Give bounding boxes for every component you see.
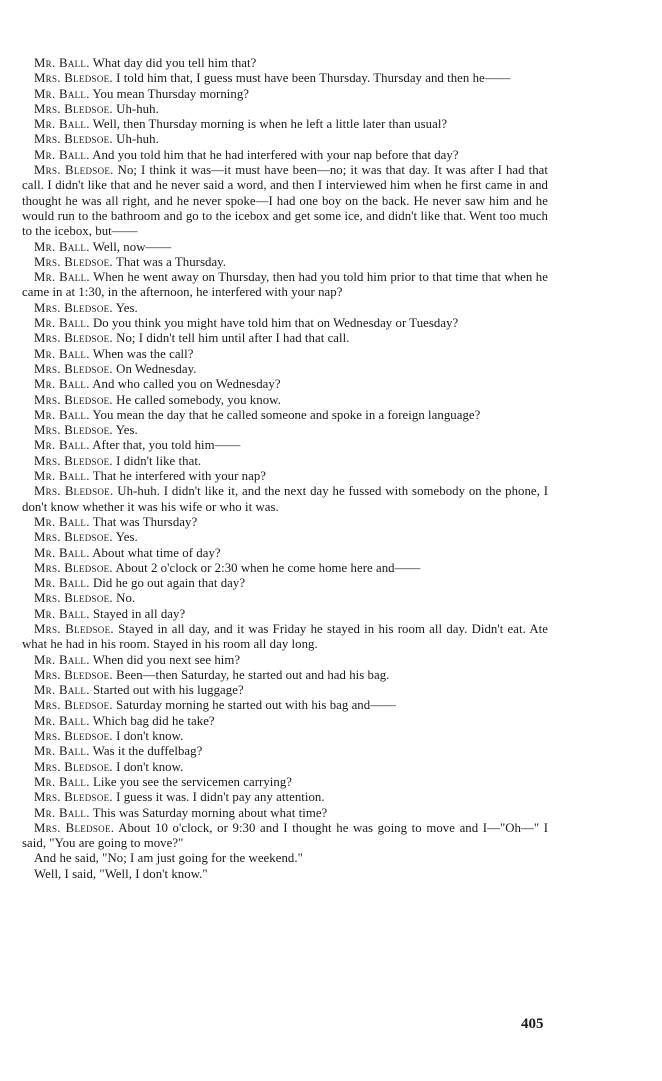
- speaker-name: Mr. Ball.: [34, 239, 90, 254]
- transcript-paragraph: [22, 775, 548, 790]
- transcript-paragraph: [22, 729, 548, 744]
- transcript-body: [22, 56, 548, 882]
- transcript-paragraph: [22, 790, 548, 805]
- speaker-name: Mr. Ball.: [34, 683, 90, 698]
- transcript-paragraph: [22, 377, 548, 392]
- speaker-name: Mrs. Bledsoe.: [34, 759, 113, 774]
- speaker-name: Mrs. Bledsoe.: [34, 101, 113, 116]
- speech-text: What day did you tell him that?: [92, 56, 257, 70]
- speech-text: Do you think you might have told him that on Wednesday or Tuesday?: [92, 316, 459, 331]
- speaker-name: Mrs. Bledsoe.: [34, 423, 113, 438]
- transcript-paragraph: [22, 423, 548, 438]
- speaker-name: Mr. Ball.: [34, 438, 90, 453]
- transcript-paragraph: [22, 683, 548, 698]
- transcript-paragraph: [22, 132, 548, 147]
- speech-text: That he interfered with your nap?: [92, 469, 267, 484]
- transcript-paragraph: [22, 561, 548, 576]
- speaker-name: Mrs. Bledsoe.: [34, 163, 114, 178]
- speech-text: Which bag did he take?: [92, 713, 215, 728]
- speaker-name: Mr. Ball.: [34, 576, 90, 591]
- speech-text: About 10 o'clock, or 9:30 and I thought he was going to move and I—"Oh—" I said, "You are going to move?": [22, 820, 549, 851]
- speaker-name: Mrs. Bledsoe.: [34, 591, 113, 606]
- speech-text: No.: [116, 591, 136, 606]
- transcript-paragraph: [22, 71, 548, 86]
- speaker-name: Mrs. Bledsoe.: [34, 560, 113, 575]
- speaker-name: Mrs. Bledsoe.: [34, 729, 113, 744]
- speech-text: When was the call?: [92, 346, 194, 361]
- speaker-name: Mrs. Bledsoe.: [34, 484, 114, 499]
- speech-text: About what time of day?: [92, 545, 221, 560]
- speaker-name: Mrs. Bledsoe.: [34, 331, 113, 346]
- speech-text: Did he go out again that day?: [92, 576, 246, 591]
- speaker-name: Mr. Ball.: [34, 469, 90, 484]
- speech-text: Uh-huh.: [116, 101, 159, 116]
- speaker-name: Mrs. Bledsoe.: [34, 530, 113, 545]
- speaker-name: Mrs. Bledsoe.: [34, 361, 113, 376]
- speaker-name: Mrs. Bledsoe.: [34, 698, 113, 713]
- speech-text: You mean the day that he called someone and spoke in a foreign language?: [92, 407, 481, 422]
- speaker-name: Mrs. Bledsoe.: [34, 392, 113, 407]
- speaker-name: Mr. Ball.: [34, 86, 90, 101]
- speech-text: When he went away on Thursday, then had you told him prior to that time that when he came in at 1:30, in the afternoon, he interfered with your nap?: [22, 270, 548, 300]
- transcript-paragraph: [22, 408, 548, 423]
- transcript-paragraph: [22, 867, 548, 882]
- speech-text: You mean Thursday morning?: [92, 86, 250, 101]
- transcript-paragraph: [22, 438, 548, 453]
- speech-text: I didn't like that.: [116, 453, 202, 468]
- speaker-name: Mrs. Bledsoe.: [34, 71, 113, 86]
- speech-text: Been—then Saturday, he started out and had his bag.: [116, 667, 390, 682]
- speech-text: Stayed in all day?: [92, 606, 186, 621]
- speech-text: Yes.: [115, 300, 138, 315]
- transcript-paragraph: [22, 454, 548, 469]
- speech-text: Well, I said, "Well, I don't know.": [34, 866, 208, 881]
- transcript-paragraph: [22, 117, 548, 132]
- transcript-paragraph: [22, 56, 548, 71]
- transcript-paragraph: [22, 851, 548, 866]
- speaker-name: Mr. Ball.: [34, 805, 90, 820]
- speech-text: Saturday morning he started out with his bag and——: [116, 698, 396, 713]
- transcript-paragraph: [22, 484, 548, 515]
- speaker-name: Mr. Ball.: [34, 713, 90, 728]
- transcript-paragraph: [22, 347, 548, 362]
- transcript-paragraph: [22, 148, 548, 163]
- speaker-name: Mr. Ball.: [34, 652, 90, 667]
- speech-text: He called somebody, you know.: [116, 392, 281, 407]
- speaker-name: Mr. Ball.: [34, 606, 90, 621]
- transcript-paragraph: [22, 515, 548, 530]
- transcript-paragraph: [22, 806, 548, 821]
- speaker-name: Mrs. Bledsoe.: [34, 453, 113, 468]
- transcript-paragraph: [22, 240, 548, 255]
- transcript-paragraph: [22, 698, 548, 713]
- transcript-paragraph: [22, 163, 548, 239]
- speaker-name: Mrs. Bledsoe.: [34, 254, 113, 269]
- speaker-name: Mr. Ball.: [34, 117, 90, 132]
- speaker-name: Mrs. Bledsoe.: [34, 132, 113, 147]
- speech-text: On Wednesday.: [116, 361, 197, 376]
- speech-text: Well, then Thursday morning is when he left a little later than usual?: [92, 117, 448, 132]
- transcript-paragraph: [22, 301, 548, 316]
- speech-text: Yes.: [115, 423, 138, 438]
- speaker-name: Mr. Ball.: [34, 377, 90, 392]
- speech-text: I don't know.: [116, 759, 184, 774]
- speaker-name: Mr. Ball.: [34, 56, 90, 70]
- speaker-name: Mrs. Bledsoe.: [34, 790, 113, 805]
- testimony-page: [22, 56, 548, 882]
- transcript-paragraph: [22, 714, 548, 729]
- transcript-paragraph: [22, 469, 548, 484]
- speaker-name: Mr. Ball.: [34, 744, 90, 759]
- transcript-paragraph: [22, 255, 548, 270]
- transcript-paragraph: [22, 607, 548, 622]
- speech-text: That was Thursday?: [92, 514, 198, 529]
- speech-text: I told him that, I guess must have been Thursday. Thursday and then he——: [116, 71, 511, 86]
- transcript-paragraph: [22, 362, 548, 377]
- transcript-paragraph: [22, 546, 548, 561]
- speech-text: Stayed in all day, and it was Friday he stayed in his room all day. Didn't eat. Ate what he had in his room. Stayed in his room all day long.: [22, 621, 549, 652]
- transcript-paragraph: [22, 102, 548, 117]
- speaker-name: Mrs. Bledsoe.: [34, 820, 115, 835]
- speech-text: I don't know.: [116, 729, 184, 744]
- speaker-name: Mrs. Bledsoe.: [34, 621, 114, 636]
- speaker-name: Mr. Ball.: [34, 316, 90, 331]
- transcript-paragraph: [22, 744, 548, 759]
- transcript-paragraph: [22, 393, 548, 408]
- speech-text: About 2 o'clock or 2:30 when he come home here and——: [115, 560, 421, 575]
- speaker-name: Mr. Ball.: [34, 545, 90, 560]
- speech-text: That was a Thursday.: [115, 254, 227, 269]
- speech-text: After that, you told him——: [92, 438, 241, 453]
- transcript-paragraph: [22, 622, 548, 653]
- speech-text: And you told him that he had interfered with your nap before that day?: [92, 147, 459, 162]
- speech-text: And who called you on Wednesday?: [92, 377, 281, 392]
- speaker-name: Mr. Ball.: [34, 407, 90, 422]
- speaker-name: Mrs. Bledsoe.: [34, 667, 113, 682]
- speech-text: And he said, "No; I am just going for the weekend.": [34, 851, 303, 866]
- transcript-paragraph: [22, 821, 548, 852]
- page-number: 405: [521, 1016, 544, 1032]
- speaker-name: Mr. Ball.: [34, 270, 90, 285]
- speaker-name: Mr. Ball.: [34, 147, 90, 162]
- speech-text: Well, now——: [92, 239, 172, 254]
- speech-text: I guess it was. I didn't pay any attention.: [116, 790, 325, 805]
- speech-text: No; I didn't tell him until after I had that call.: [116, 331, 350, 346]
- speaker-name: Mr. Ball.: [34, 346, 90, 361]
- speaker-name: Mr. Ball.: [34, 774, 90, 789]
- transcript-paragraph: [22, 87, 548, 102]
- transcript-paragraph: [22, 653, 548, 668]
- transcript-paragraph: [22, 760, 548, 775]
- transcript-paragraph: [22, 530, 548, 545]
- speech-text: Was it the duffelbag?: [92, 744, 203, 759]
- speech-text: Uh-huh. I didn't like it, and the next day he fussed with somebody on the phone, I don't know whether it was his wife or who it was.: [22, 484, 549, 514]
- speech-text: Uh-huh.: [116, 132, 159, 147]
- speaker-name: Mr. Ball.: [34, 514, 90, 529]
- transcript-paragraph: [22, 591, 548, 606]
- speech-text: When did you next see him?: [92, 652, 241, 667]
- speech-text: Started out with his luggage?: [92, 683, 244, 698]
- speech-text: This was Saturday morning about what time?: [92, 805, 328, 820]
- speaker-name: Mrs. Bledsoe.: [34, 300, 113, 315]
- speech-text: Yes.: [115, 530, 138, 545]
- transcript-paragraph: [22, 331, 548, 346]
- transcript-paragraph: [22, 270, 548, 301]
- transcript-paragraph: [22, 316, 548, 331]
- speech-text: No; I think it was—it must have been—no; it was that day. It was after I had that call. I didn't like that and he never said a word, and then I interviewed him when he first came in and thought he was all right, and he never spoke—I had one boy on the back. He never saw him and he would run to the bathroom and go to the icebox and get some ice, and didn't like that. Went too much to the icebox, but——: [22, 163, 548, 239]
- speech-text: Like you see the servicemen carrying?: [92, 774, 293, 789]
- transcript-paragraph: [22, 576, 548, 591]
- transcript-paragraph: [22, 668, 548, 683]
